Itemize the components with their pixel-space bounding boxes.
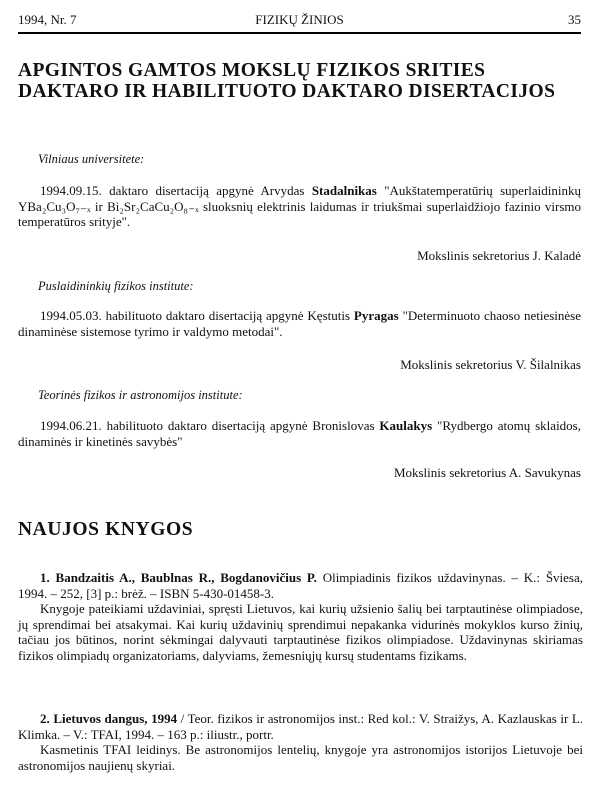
section-title: APGINTOS GAMTOS MOKSLŲ FIZIKOS SRITIES DAKTARO IR HABILITUOTO DAKTARO DISERTACIJOS [18, 60, 556, 102]
thesis-text: daktaro disertaciją apgynė Arvydas [101, 183, 312, 198]
thesis-text: habilituoto daktaro disertaciją apgynė Bronislovas [101, 418, 380, 433]
thesis-entry [18, 418, 581, 449]
thesis-title: "Aukštatemperatūrių superlaidininkų YBa₂Cu₃O₇₋ₓ ir Bi₂Sr₂CaCu₂O₈₋ₓ sluoksnių elektrinis laidumas ir triukšmai superlaidžiojo fazinio virsmo temperatūros srityje". [18, 183, 582, 229]
book-citation: Olimpiadinis fizikos uždavinynas. – K.: Šviesa, 1994. – 252, [3] p.: brėž. – ISBN 5-430-01458-3. [18, 570, 584, 601]
thesis-entry [18, 183, 581, 230]
institution-label: Teorinės fizikos ir astronomijos institute: [38, 388, 243, 402]
book-authors: Lietuvos dangus, 1994 [53, 711, 178, 726]
signature: Mokslinis sekretorius J. Kaladė [417, 248, 581, 263]
book-entry [18, 570, 583, 663]
institution-label: Puslaidininkių fizikos institute: [38, 279, 194, 293]
book-citation: / Teor. fizikos ir astronomijos inst.: Red kol.: V. Straižys, A. Kazlauskas ir L. Klimka. – V.: TFAI, 1994. – 163 p.: iliustr., portr. [18, 711, 584, 742]
book-description: Kasmetinis TFAI leidinys. Be astronomijos lentelių, knygoje yra astronomijos istorijos Lietuvoje bei astronomijos naujienų skyriai. [18, 742, 583, 773]
thesis-title: "Determinuoto chaoso netiesinėse dinaminėse sistemose tyrimo ir valdymo metodai". [18, 308, 581, 339]
thesis-date: 1994.05.03. [40, 308, 102, 323]
thesis-author: Pyragas [353, 308, 399, 323]
thesis-entry [18, 308, 581, 339]
book-description: Knygoje pateikiami uždaviniai, spręsti Lietuvos, kai kurių užsienio šalių bei tarptautinėse olimpiadose, jų sprendimai bei atsakymai. Kai kurių uždavinių sprendimui nepakanka vidurinės mokyklos kurso žinių, tačiau jos būtinos, norint sėkmingai dalyvauti tarptautinėse fizikos olimpiadose. Uždavinynas skiriamas fizikos olimpiadų organizatoriams, dalyviams, žemesniųjų kursų studentams fizikams. [18, 601, 583, 663]
thesis-title: "Rydbergo atomų sklaidos, dinaminės ir kinetinės savybės" [18, 418, 581, 449]
book-entry [18, 711, 583, 773]
book-number: 2. [40, 711, 50, 726]
book-number: 1. [40, 570, 50, 585]
thesis-text: habilituoto daktaro disertaciją apgynė Kęstutis [101, 308, 354, 323]
thesis-author: Kaulakys [379, 418, 433, 433]
journal-title: FIZIKŲ ŽINIOS [255, 12, 344, 27]
book-reference [18, 570, 583, 601]
thesis-date: 1994.09.15. [40, 183, 102, 198]
signature: Mokslinis sekretorius A. Savukynas [393, 465, 581, 480]
thesis-author: Stadalnikas [311, 183, 377, 198]
signature: Mokslinis sekretorius V. Šilalnikas [400, 357, 581, 372]
book-authors: Bandzaitis A., Baublnas R., Bogdanovičius P. [55, 570, 317, 585]
book-reference [18, 711, 583, 742]
running-header [18, 12, 581, 30]
institution-label: Vilniaus universitete: [38, 152, 145, 166]
header-rule [18, 32, 581, 34]
new-books-heading: NAUJOS KNYGOS [18, 519, 194, 540]
page-number: 35 [568, 12, 581, 27]
thesis-date: 1994.06.21. [40, 418, 102, 433]
issue-label: 1994, Nr. 7 [18, 12, 77, 27]
